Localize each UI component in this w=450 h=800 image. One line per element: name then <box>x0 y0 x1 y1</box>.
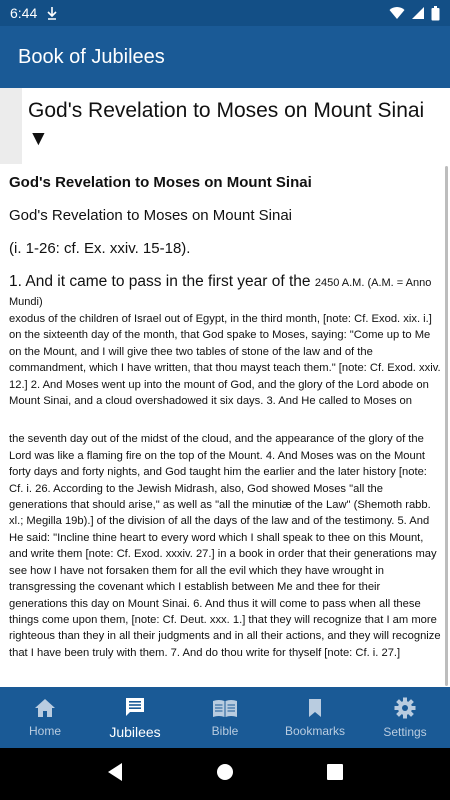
download-icon <box>45 6 59 20</box>
nav-bible[interactable] <box>180 687 270 748</box>
nav-settings[interactable] <box>360 687 450 748</box>
home-circle-icon[interactable] <box>215 762 235 787</box>
chapter-left-strip <box>0 88 22 164</box>
back-icon[interactable] <box>106 762 124 787</box>
nav-home[interactable] <box>0 687 90 748</box>
chapter-selector[interactable] <box>0 88 450 164</box>
nav-jubilees[interactable] <box>90 687 180 748</box>
content-scrollbar[interactable] <box>445 166 448 686</box>
chapter-content[interactable] <box>0 164 450 687</box>
paragraph-gap <box>9 409 441 431</box>
nav-bookmarks[interactable] <box>270 687 360 748</box>
battery-icon <box>431 6 440 21</box>
message-icon <box>124 696 146 724</box>
nav-settings-label: Settings <box>383 724 427 739</box>
content-subheading: God's Revelation to Moses on Mount Sinai <box>9 207 293 224</box>
home-icon <box>34 698 56 724</box>
verse-start: 1. And it came to pass in the first year of the <box>9 273 315 290</box>
content-heading: God's Revelation to Moses on Mount Sinai <box>9 174 312 191</box>
nav-jubilees-label: Jubilees <box>109 723 161 740</box>
paragraph-2: the seventh day out of the midst of the cloud, and the appearance of the glory of the Lord was like a flaming fire on the top of the Mount. 4. And Moses was on the Mount forty days and forty nights, and God taught him the earlier and the later history [note: Cf. i. 26. According to the Jewish Midrash, also, God showed Moses "all the generations that should arise," as well as "all the minutiæ of the Law" (Shemoth rabb. xl.; Megilla 19b).] of the division of all the days of the law and of the testimony. 5. And He said: "Incline thine heart to every word which I shall speak to thee on this Mount, and write them [note: Cf. Exod. xxxiv. 27.] in a book in order that their generations may see how I have not forsaken them for all the evil which they have wrought in transgressing the covenant which I establish between Me and thee for their generations this day on Mount Sinai. 6. And thus it will come to pass when all these things come upon them, [note: Cf. Deut. xxx. 1.] that they will recognize that I am more righteous than they in all their judgments and in all their actions, and they will recognize that I have been truly with them. 7. And do thou write for thyself [note: Cf. i. 27.] <box>9 433 441 659</box>
nav-home-label: Home <box>28 723 61 738</box>
chapter-title[interactable]: God's Revelation to Moses on Mount Sinai ▼ <box>28 99 425 150</box>
system-navigation <box>0 748 450 800</box>
app-bar <box>0 26 450 88</box>
bottom-navigation <box>0 687 450 748</box>
status-time: 6:44 <box>10 5 38 21</box>
app-title: Book of Jubilees <box>18 45 165 68</box>
verse-first <box>9 273 441 311</box>
recents-icon[interactable] <box>326 763 344 786</box>
book-icon <box>212 698 238 724</box>
gear-icon <box>394 697 416 725</box>
signal-icon <box>411 6 425 20</box>
content-reference: (i. 1-26: cf. Ex. xxiv. 15-18). <box>9 240 191 257</box>
paragraph-1: exodus of the children of Israel out of Egypt, in the third month, [note: Cf. Exod. xix. i.] on the sixteenth day of the month, that God spake to Moses, saying: "Come up to Me on the Mount, and I will give thee two tables of stone of the law and of the commandment, which I have written, that thou mayst teach them." [note: Cf. Exod. xxiv. 12.] 2. And Moses went up into the mount of God, and the glory of the Lord abode on Mount Sinai, and a cloud overshadowed it six days. 3. And He called to Moses on <box>9 313 441 408</box>
wifi-icon <box>389 6 405 20</box>
verse-note: 2450 A.M. (A.M. = Anno Mundi) <box>9 277 432 308</box>
nav-bookmarks-label: Bookmarks <box>284 723 346 738</box>
status-bar <box>0 0 450 26</box>
bookmark-icon <box>307 698 323 724</box>
nav-bible-label: Bible <box>211 723 239 738</box>
